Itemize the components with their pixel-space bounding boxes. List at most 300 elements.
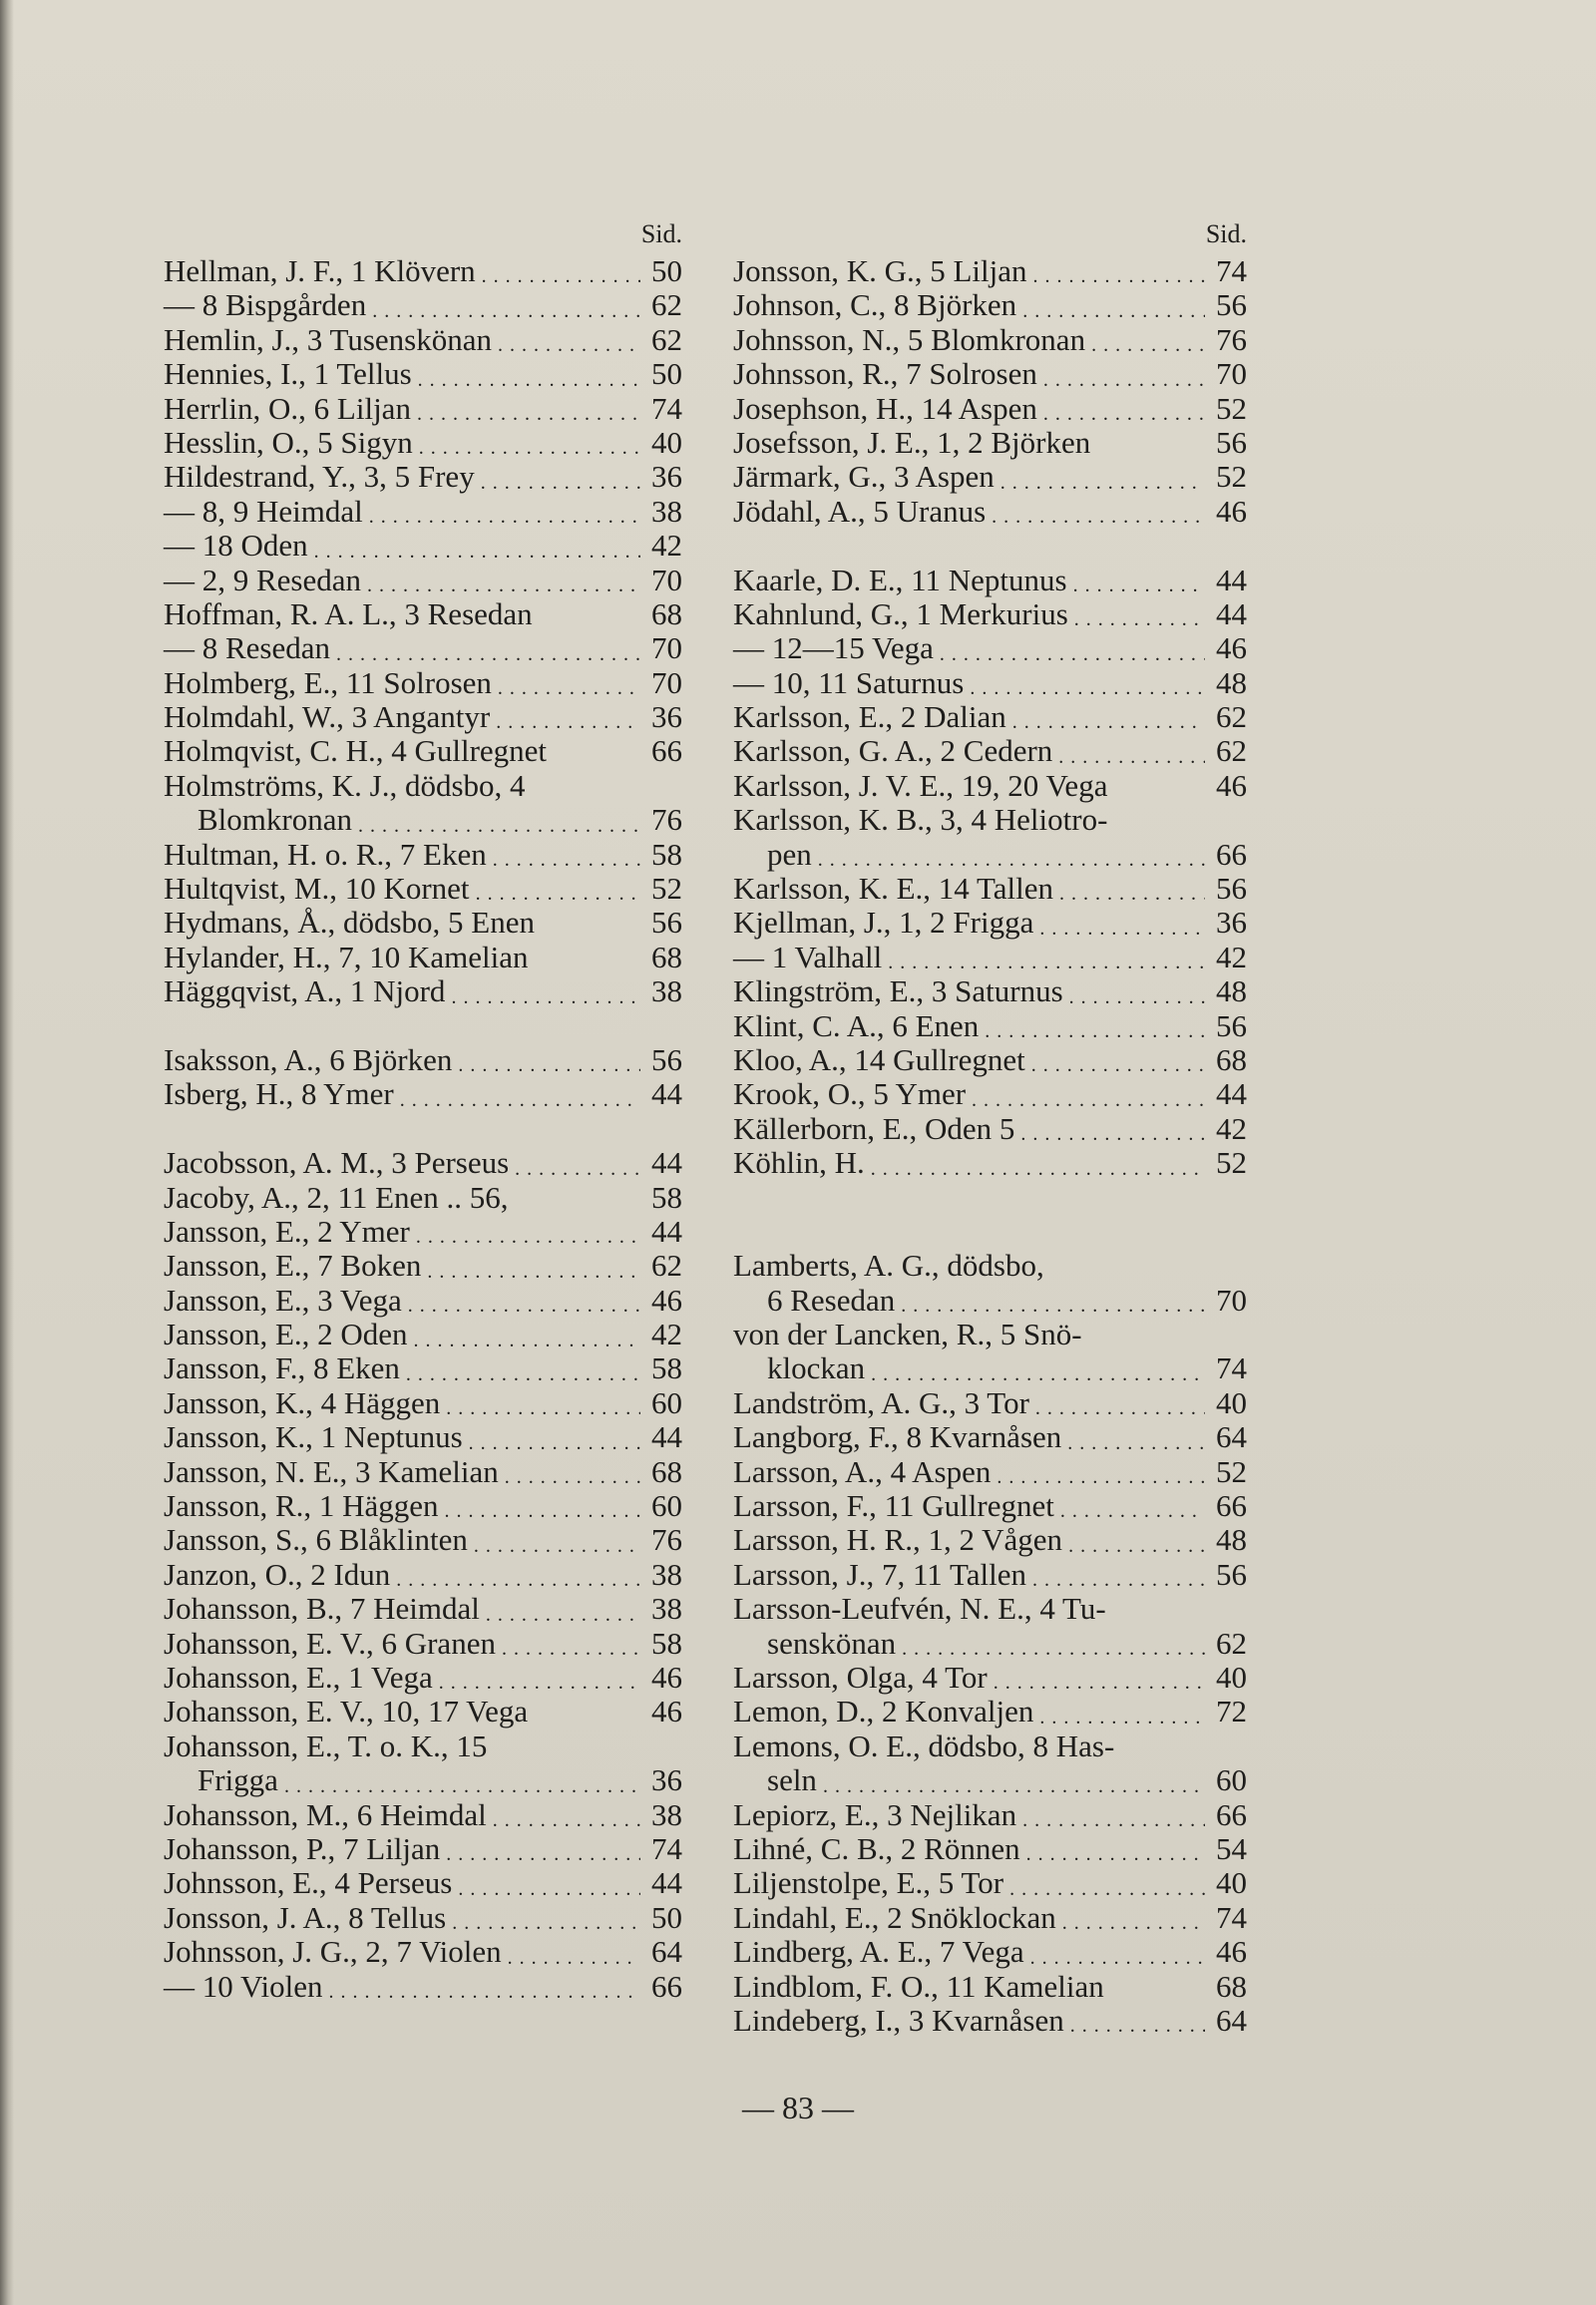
entry-page: 52 <box>651 871 682 907</box>
dot-leader <box>1112 1592 1205 1626</box>
entry-name: — 12—15 Vega <box>733 630 934 666</box>
index-entry <box>733 1901 1247 1935</box>
entry-page: 66 <box>651 733 682 769</box>
dot-leader <box>535 941 641 974</box>
entry-page: 64 <box>1216 1419 1247 1455</box>
section-gap <box>164 1112 682 1146</box>
index-entry <box>733 1627 1247 1661</box>
dot-leader <box>1096 426 1205 460</box>
index-entry <box>164 1558 682 1592</box>
entry-name: Larsson, F., 11 Gullregnet <box>733 1488 1054 1524</box>
dot-leader <box>496 700 640 734</box>
entry-page: 44 <box>651 1419 682 1455</box>
dot-leader <box>1022 1798 1205 1832</box>
entry-page: 58 <box>651 1179 682 1215</box>
entry-page: 38 <box>651 1591 682 1627</box>
entry-name: Larsson, J., 7, 11 Tallen <box>733 1556 1027 1592</box>
dot-leader <box>452 1901 640 1935</box>
entry-name: — 1 Valhall <box>733 939 883 974</box>
entry-name: Jansson, N. E., 3 Kamelian <box>164 1453 499 1489</box>
index-entry <box>733 357 1247 391</box>
index-entry <box>733 1558 1247 1592</box>
entry-name: Frigga <box>198 1762 278 1798</box>
dot-leader <box>1020 1112 1205 1146</box>
dot-leader <box>367 564 640 597</box>
entry-name: Johansson, E. V., 10, 17 Vega <box>164 1694 529 1729</box>
entry-name: Karlsson, K. E., 14 Tallen <box>733 871 1053 907</box>
index-entry <box>733 906 1247 940</box>
dot-leader <box>997 1455 1205 1489</box>
entry-name: Köhlin, H. <box>733 1145 865 1181</box>
dot-leader <box>451 974 640 1008</box>
entry-page: 52 <box>1216 1453 1247 1489</box>
entry-page: 62 <box>1216 1625 1247 1661</box>
dot-leader <box>1062 1901 1205 1935</box>
index-entry <box>164 460 682 494</box>
dot-leader <box>1031 1043 1205 1077</box>
entry-name: Järmark, G., 3 Aspen <box>733 459 995 495</box>
index-entry <box>164 254 682 288</box>
dot-leader <box>972 1077 1205 1111</box>
entry-page: 70 <box>651 630 682 666</box>
dot-leader <box>476 872 640 906</box>
dot-leader <box>1059 872 1205 906</box>
entry-name: Hydmans, Å., dödsbo, 5 Enen <box>164 905 535 941</box>
index-entry <box>733 1866 1247 1900</box>
index-entry <box>164 1249 682 1283</box>
entry-page: 68 <box>651 939 682 974</box>
entry-name: Johnsson, J. G., 2, 7 Violen <box>164 1934 502 1970</box>
index-entry <box>164 1455 682 1489</box>
index-entry <box>733 1798 1247 1832</box>
entry-name: Larsson, Olga, 4 Tor <box>733 1660 988 1695</box>
index-entry <box>733 803 1247 837</box>
entry-name: 6 Resedan <box>767 1282 896 1318</box>
entry-page: 40 <box>1216 1660 1247 1695</box>
entry-page: 46 <box>651 1694 682 1729</box>
index-entry <box>164 1901 682 1935</box>
index-entry <box>733 564 1247 597</box>
entry-name: Holmberg, E., 11 Solrosen <box>164 664 492 700</box>
entry-name: Krook, O., 5 Ymer <box>733 1076 967 1112</box>
dot-leader <box>1039 1695 1205 1729</box>
index-entry <box>164 838 682 872</box>
index-entry <box>733 1661 1247 1695</box>
entry-page: 44 <box>651 1865 682 1901</box>
dot-leader <box>458 1866 640 1900</box>
entry-page: 50 <box>651 356 682 392</box>
index-entry <box>164 1420 682 1454</box>
entry-page: 72 <box>1216 1694 1247 1729</box>
entry-page: 66 <box>651 1968 682 2004</box>
entry-name: Hemlin, J., 3 Tusenskönan <box>164 321 492 357</box>
dot-leader <box>336 631 640 665</box>
entry-name: Jansson, E., 3 Vega <box>164 1282 402 1318</box>
index-entry <box>164 1866 682 1900</box>
entry-name: Jacobsson, A. M., 3 Perseus <box>164 1145 510 1181</box>
sid-header: Sid. <box>640 219 682 248</box>
index-entry <box>733 1832 1247 1866</box>
index-entry <box>164 631 682 665</box>
index-entry <box>733 1592 1247 1626</box>
entry-page: 56 <box>1216 1007 1247 1043</box>
dot-leader <box>419 426 640 460</box>
entry-name: Jonsson, K. G., 5 Liljan <box>733 252 1027 288</box>
index-entry <box>164 1627 682 1661</box>
dot-leader <box>818 838 1205 872</box>
entry-name: Landström, A. G., 3 Tor <box>733 1384 1029 1420</box>
entry-name: Blomkronan <box>198 802 352 838</box>
entry-name: Lindeberg, I., 3 Kvarnåsen <box>733 2002 1064 2038</box>
index-entry <box>733 1970 1247 2004</box>
dot-leader <box>1012 700 1205 734</box>
index-entry <box>733 1284 1247 1318</box>
index-entry <box>164 803 682 837</box>
index-entry <box>164 564 682 597</box>
entry-page: 70 <box>1216 1282 1247 1318</box>
index-entry <box>733 1146 1247 1180</box>
index-entry <box>164 1935 682 1969</box>
index-entry <box>733 974 1247 1008</box>
dot-leader <box>1113 769 1205 803</box>
entry-page: 62 <box>651 287 682 323</box>
dot-leader <box>534 1695 640 1729</box>
index-entry <box>164 597 682 631</box>
entry-name: Isaksson, A., 6 Björken <box>164 1041 453 1077</box>
entry-page: 68 <box>651 595 682 631</box>
dot-leader <box>414 1318 640 1351</box>
dot-leader <box>1074 597 1205 631</box>
index-entry <box>164 1386 682 1420</box>
index-entry <box>164 769 682 803</box>
entry-page: 40 <box>651 424 682 460</box>
index-entry <box>733 254 1247 288</box>
index-entry <box>733 426 1247 460</box>
entry-list <box>164 254 682 2004</box>
entry-page: 74 <box>651 390 682 426</box>
dot-leader <box>1060 1489 1205 1523</box>
entry-page: 76 <box>1216 321 1247 357</box>
dot-leader <box>358 803 640 837</box>
dot-leader <box>1058 734 1205 768</box>
entry-page: 52 <box>1216 390 1247 426</box>
entry-name: Jonsson, J. A., 8 Tellus <box>164 1899 447 1935</box>
index-entry <box>164 1729 682 1763</box>
entry-name: Lindblom, F. O., 11 Kamelian <box>733 1968 1104 2004</box>
dot-leader <box>539 597 640 631</box>
entry-name: Hesslin, O., 5 Sigyn <box>164 424 413 460</box>
entry-page: 44 <box>651 1145 682 1181</box>
dot-leader <box>474 1523 640 1557</box>
entry-name: Hildestrand, Y., 3, 5 Frey <box>164 459 475 495</box>
entry-page: 60 <box>1216 1762 1247 1798</box>
entry-name: Hultqvist, M., 10 Kornet <box>164 871 470 907</box>
entry-name: Källerborn, E., Oden 5 <box>733 1110 1015 1146</box>
entry-name: Häggqvist, A., 1 Njord <box>164 973 446 1009</box>
index-entry <box>164 906 682 940</box>
dot-leader <box>1073 564 1205 597</box>
entry-page: 70 <box>651 664 682 700</box>
dot-leader <box>498 323 640 357</box>
index-entry <box>164 1215 682 1249</box>
index-entry <box>164 1832 682 1866</box>
entry-name: Hoffman, R. A. L., 3 Resedan <box>164 595 533 631</box>
entry-name: Johansson, E. V., 6 Granen <box>164 1625 496 1661</box>
dot-leader <box>406 1352 640 1386</box>
entry-page: 40 <box>1216 1384 1247 1420</box>
index-entry <box>164 941 682 974</box>
entry-name: Kloo, A., 14 Gullregnet <box>733 1041 1025 1077</box>
entry-name: Jansson, E., 2 Ymer <box>164 1213 410 1249</box>
index-entry <box>164 357 682 391</box>
entry-page: 46 <box>1216 767 1247 803</box>
index-entry <box>733 495 1247 529</box>
entry-name: Lihné, C. B., 2 Rönnen <box>733 1830 1020 1866</box>
entry-page: 56 <box>651 1041 682 1077</box>
entry-name: Jansson, E., 2 Oden <box>164 1317 408 1352</box>
entry-page: 74 <box>1216 252 1247 288</box>
index-entry <box>733 1455 1247 1489</box>
entry-page: 44 <box>1216 1076 1247 1112</box>
entry-name: — 8 Resedan <box>164 630 331 666</box>
dot-leader <box>1050 1249 1205 1283</box>
dot-leader <box>314 529 640 563</box>
entry-page: 74 <box>1216 1899 1247 1935</box>
dot-leader <box>994 1661 1205 1695</box>
dot-leader <box>985 1009 1205 1043</box>
index-column-left <box>164 214 682 2004</box>
index-entry <box>164 426 682 460</box>
dot-leader <box>498 666 640 700</box>
dot-leader <box>400 1077 640 1111</box>
entry-page: 56 <box>1216 287 1247 323</box>
dot-leader <box>1067 1420 1205 1454</box>
dot-leader <box>502 1627 640 1661</box>
index-entry <box>733 460 1247 494</box>
entry-page: 46 <box>1216 493 1247 529</box>
dot-leader <box>1110 1970 1205 2004</box>
dot-leader <box>1026 1832 1205 1866</box>
index-entry <box>164 1592 682 1626</box>
index-entry <box>733 392 1247 426</box>
dot-leader <box>408 1284 640 1318</box>
dot-leader <box>439 1661 640 1695</box>
index-entry <box>733 1729 1247 1763</box>
entry-name: Johansson, P., 7 Liljan <box>164 1830 441 1866</box>
entry-page: 38 <box>651 973 682 1009</box>
dot-leader <box>901 1284 1205 1318</box>
entry-name: Lemon, D., 2 Konvaljen <box>733 1694 1034 1729</box>
dot-leader <box>493 1798 640 1832</box>
index-entry <box>164 1352 682 1386</box>
index-entry <box>164 974 682 1008</box>
entry-page: 58 <box>651 836 682 872</box>
entry-page: 56 <box>651 905 682 941</box>
entry-name: Jansson, E., 7 Boken <box>164 1248 422 1284</box>
entry-name: Kahnlund, G., 1 Merkurius <box>733 595 1068 631</box>
dot-leader <box>482 254 640 288</box>
entry-name: Johnsson, R., 7 Solrosen <box>733 356 1037 392</box>
index-entry <box>733 597 1247 631</box>
index-entry <box>733 1077 1247 1111</box>
entry-name: Lindahl, E., 2 Snöklockan <box>733 1899 1056 1935</box>
entry-name: Johnsson, N., 5 Blomkronan <box>733 321 1086 357</box>
binding-shadow <box>0 0 14 2305</box>
index-entry <box>733 1695 1247 1729</box>
entry-page: 42 <box>651 1317 682 1352</box>
index-entry <box>164 288 682 322</box>
index-entry <box>733 1763 1247 1797</box>
entry-name: Johansson, M., 6 Heimdal <box>164 1796 487 1832</box>
entry-name: Jansson, K., 1 Neptunus <box>164 1419 463 1455</box>
entry-name: Josephson, H., 14 Aspen <box>733 390 1037 426</box>
section-gap <box>733 529 1247 563</box>
entry-page: 46 <box>651 1282 682 1318</box>
dot-leader <box>1033 254 1206 288</box>
entry-name: Herrlin, O., 6 Liljan <box>164 390 411 426</box>
dot-leader <box>992 495 1205 529</box>
entry-page: 70 <box>651 562 682 597</box>
entry-page: 36 <box>651 459 682 495</box>
dot-leader <box>396 1558 640 1592</box>
index-entry <box>733 1935 1247 1969</box>
entry-name: Hultman, H. o. R., 7 Eken <box>164 836 487 872</box>
index-entry <box>164 666 682 700</box>
entry-page: 76 <box>651 1522 682 1558</box>
index-entry <box>733 1112 1247 1146</box>
index-entry <box>164 1146 682 1180</box>
dot-leader <box>1113 803 1205 837</box>
entry-page: 66 <box>1216 836 1247 872</box>
dot-leader <box>1032 1558 1205 1592</box>
entry-page: 42 <box>651 528 682 564</box>
entry-page: 36 <box>651 699 682 735</box>
entry-page: 44 <box>651 1076 682 1112</box>
entry-page: 48 <box>1216 1522 1247 1558</box>
index-entry <box>733 1489 1247 1523</box>
entry-name: Karlsson, E., 2 Dalian <box>733 699 1006 735</box>
index-entry <box>164 1661 682 1695</box>
index-entry <box>733 323 1247 357</box>
dot-leader <box>1068 1523 1205 1557</box>
dot-leader <box>416 1215 640 1249</box>
dot-leader <box>515 1181 640 1215</box>
dot-leader <box>418 357 640 391</box>
index-entry <box>164 323 682 357</box>
entry-page: 68 <box>1216 1041 1247 1077</box>
dot-leader <box>481 460 640 494</box>
dot-leader <box>1043 392 1205 426</box>
entry-name: seln <box>767 1762 817 1798</box>
entry-name: Lemons, O. E., dödsbo, 8 Has- <box>733 1728 1115 1763</box>
entry-page: 58 <box>651 1625 682 1661</box>
entry-page: 42 <box>1216 1110 1247 1146</box>
entry-name: — 8, 9 Heimdal <box>164 493 363 529</box>
dot-leader <box>553 734 640 768</box>
entry-page: 62 <box>1216 733 1247 769</box>
dot-leader <box>417 392 640 426</box>
index-entry <box>733 838 1247 872</box>
index-entry <box>164 1970 682 2004</box>
entry-name: Lepiorz, E., 3 Nejlikan <box>733 1796 1017 1832</box>
dot-leader <box>902 1627 1205 1661</box>
section-gap <box>164 1009 682 1043</box>
entry-page: 68 <box>651 1453 682 1489</box>
entry-page: 62 <box>651 321 682 357</box>
entry-name: Jansson, K., 4 Häggen <box>164 1384 441 1420</box>
entry-page: 40 <box>1216 1865 1247 1901</box>
entry-page: 74 <box>651 1830 682 1866</box>
index-entry <box>733 941 1247 974</box>
index-entry <box>733 1386 1247 1420</box>
index-entry <box>164 1763 682 1797</box>
entry-name: Langborg, F., 8 Kvarnåsen <box>733 1419 1062 1455</box>
entry-page: 48 <box>1216 664 1247 700</box>
entry-name: Hennies, I., 1 Tellus <box>164 356 412 392</box>
dot-leader <box>1091 323 1205 357</box>
dot-leader <box>970 666 1205 700</box>
entry-name: Klingström, E., 3 Saturnus <box>733 973 1063 1009</box>
index-entry <box>733 288 1247 322</box>
entry-name: Kaarle, D. E., 11 Neptunus <box>733 562 1067 597</box>
index-entry <box>733 1009 1247 1043</box>
index-entry <box>733 872 1247 906</box>
index-entry <box>164 1523 682 1557</box>
dot-leader <box>1035 1386 1205 1420</box>
entry-name: Lindberg, A. E., 7 Vega <box>733 1934 1024 1970</box>
entry-name: von der Lancken, R., 5 Snö- <box>733 1317 1082 1352</box>
entry-page: 56 <box>1216 1556 1247 1592</box>
dot-leader <box>1030 1935 1205 1969</box>
entry-name: Holmqvist, C. H., 4 Gullregnet <box>164 733 548 769</box>
dot-leader <box>1000 460 1205 494</box>
entry-page: 60 <box>651 1488 682 1524</box>
index-entry <box>164 872 682 906</box>
entry-page: 66 <box>1216 1796 1247 1832</box>
dot-leader <box>871 1352 1205 1386</box>
entry-name: Jansson, S., 6 Blåklinten <box>164 1522 468 1558</box>
dot-leader <box>1043 357 1205 391</box>
dot-leader <box>458 1043 640 1077</box>
entry-name: Jacoby, A., 2, 11 Enen .. 56, <box>164 1179 509 1215</box>
entry-name: Hellman, J. F., 1 Klövern <box>164 252 476 288</box>
entry-name: Johnson, C., 8 Björken <box>733 287 1017 323</box>
entry-name: Lamberts, A. G., dödsbo, <box>733 1248 1044 1284</box>
dot-leader <box>532 769 640 803</box>
index-entry <box>164 529 682 563</box>
entry-name: — 10, 11 Saturnus <box>733 664 965 700</box>
dot-leader <box>445 1489 640 1523</box>
section-gap <box>733 1181 1247 1215</box>
index-entry <box>164 1077 682 1111</box>
entry-name: Isberg, H., 8 Ymer <box>164 1076 394 1112</box>
entry-page: 50 <box>651 1899 682 1935</box>
entry-page: 60 <box>651 1384 682 1420</box>
entry-name: Larsson, A., 4 Aspen <box>733 1453 992 1489</box>
entry-page: 50 <box>651 252 682 288</box>
entry-page: 42 <box>1216 939 1247 974</box>
index-entry <box>164 1181 682 1215</box>
entry-page: 56 <box>1216 424 1247 460</box>
index-entry <box>164 495 682 529</box>
entry-page: 46 <box>1216 630 1247 666</box>
index-entry <box>164 1318 682 1351</box>
entry-name: Josefsson, J. E., 1, 2 Björken <box>733 424 1091 460</box>
index-entry <box>164 734 682 768</box>
entry-name: Johnsson, E., 4 Perseus <box>164 1865 453 1901</box>
index-entry <box>164 1043 682 1077</box>
dot-leader <box>369 495 640 529</box>
